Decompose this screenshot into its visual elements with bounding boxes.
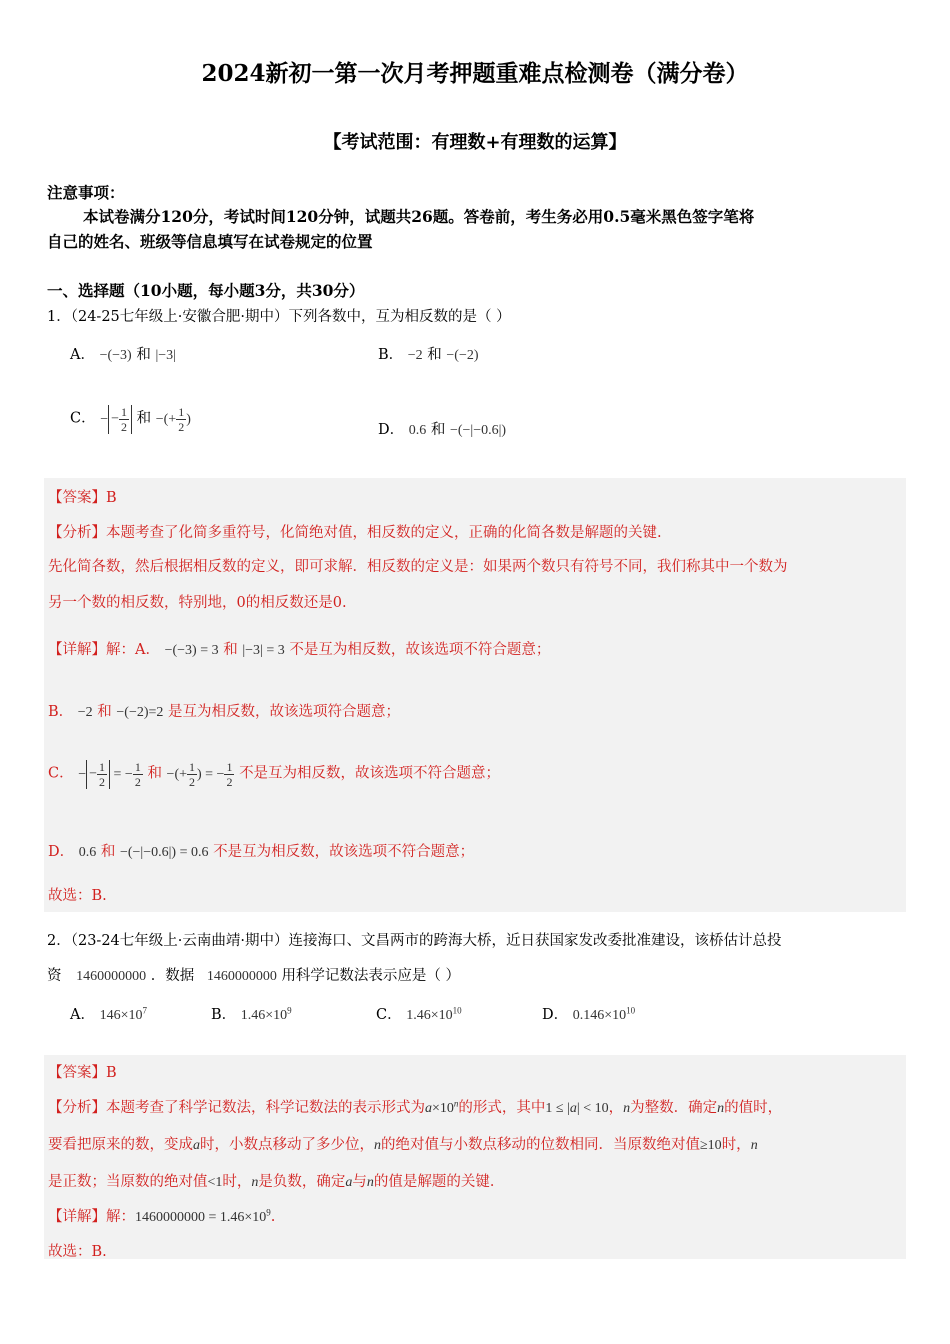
q2-option-c-value: $1.46\times 10^{10}$ <box>406 1005 462 1023</box>
q1-option-b-expr2: −(−2) <box>446 348 479 363</box>
q2-number-1: 1460000000 <box>76 969 147 984</box>
q1-analysis-2: 先化简各数，然后根据相反数的定义，即可求解．相反数的定义是：如果两个数只有符号不同，我们称其中一个数为 <box>48 559 788 575</box>
q2-analysis-1 <box>48 1096 782 1117</box>
q1-option-b-and: 和 <box>427 347 442 363</box>
q2-analysis-3c: 是负数，确定 <box>258 1174 346 1190</box>
q2-analysis-3b: 时， <box>222 1174 252 1190</box>
q1-option-d-expr1: 0.6 <box>408 423 427 438</box>
q2-option-d-label: D． <box>542 1007 569 1023</box>
q1-detail-c-expr2: −(+ $\frac{1}{2}$ ) = − $\frac{1}{2}$ <box>166 760 233 789</box>
q2-option-d[interactable] <box>542 1003 635 1024</box>
section-heading: 一、选择题（10小题，每小题3分，共30分） <box>47 281 365 300</box>
q2-solution-panel <box>44 1055 906 1259</box>
q1-option-d-expr2: −(−|−0.6|) <box>449 423 507 438</box>
q1-conclusion: 故选：B. <box>48 888 107 904</box>
q1-option-d[interactable] <box>378 418 506 439</box>
q2-analysis-2d: 时， <box>721 1137 751 1153</box>
q2-option-a-value: $146\times 10^7$ <box>99 1005 147 1023</box>
q1-detail-d-expr2: −(−|−0.6|) = 0.6 <box>119 845 209 860</box>
q1-detail-b-tail: 是互为相反数，故该选项符合题意； <box>168 704 401 720</box>
q1-option-a-and: 和 <box>136 347 151 363</box>
q1-option-c-expr2: −(+ $\frac{1}{2}$ ) <box>155 405 191 434</box>
q2-n-6: n <box>366 1175 374 1190</box>
q1-detail-d-expr1: 0.6 <box>78 845 97 860</box>
q2-n-3: n <box>374 1138 381 1153</box>
q1-detail-b-and: 和 <box>97 704 112 720</box>
notice-line-1: 本试卷满分120分，考试时间120分钟，试题共26题。答卷前，考生务必用0.5毫米黑色签字笔将 <box>83 207 755 226</box>
q1-analysis-3: 另一个数的相反数，特别地，0的相反数还是0. <box>48 595 347 611</box>
q1-option-c-label: C． <box>70 410 96 427</box>
q2-conclusion: 故选：B. <box>48 1244 107 1260</box>
q2-analysis-2c: 的绝对值与小数点移动的位数相同．当原数绝对值 <box>381 1137 700 1153</box>
q2-n-4: n <box>750 1138 758 1153</box>
q1-option-c[interactable] <box>70 405 191 434</box>
q2-analysis-1b: 的形式，其中 <box>458 1100 546 1116</box>
q2-number-2: 1460000000 <box>206 969 277 984</box>
q1-detail-b-expr2: −(−2)=2 <box>116 705 164 720</box>
q2-n-5: n <box>251 1175 259 1190</box>
q1-option-d-label: D． <box>378 422 405 438</box>
q2-stem-line-1: 2．（23-24七年级上·云南曲靖·期中）连接海口、文昌两市的跨海大桥，近日获国家发改委批准建设，该桥估计总投 <box>47 933 782 949</box>
q1-option-a-label: A． <box>70 347 95 363</box>
q1-detail-b-label: B． <box>48 704 74 720</box>
q1-option-c-and: 和 <box>136 410 152 427</box>
q1-solution-panel <box>44 478 906 912</box>
q1-detail-d-and: 和 <box>100 844 116 860</box>
q1-detail-c-label: C． <box>48 765 74 782</box>
q2-stem-question: 用科学记数法表示应是（ ） <box>281 968 461 984</box>
q2-analysis-3d: 与 <box>352 1174 367 1190</box>
q1-option-b-label: B． <box>378 347 404 363</box>
q1-detail-b-expr1: −2 <box>77 705 93 720</box>
exam-scope: 【考试范围：有理数+有理数的运算】 <box>323 132 627 153</box>
q2-option-b-label: B． <box>211 1007 237 1023</box>
q1-detail-a <box>48 638 550 659</box>
q1-answer: 【答案】B <box>48 490 117 506</box>
q1-detail-b <box>48 700 400 721</box>
q2-analysis-2 <box>48 1133 758 1154</box>
q2-range: 1 ≤ |a| < 10 <box>545 1101 609 1116</box>
q2-analysis-1c: ， <box>608 1100 624 1116</box>
q1-detail-a-and: 和 <box>223 642 238 658</box>
q1-option-a[interactable] <box>70 343 176 364</box>
q2-stem-invest: 资 <box>47 968 62 984</box>
q1-detail-d <box>48 840 474 861</box>
q2-analysis-3a: 是正数；当原数的绝对值 <box>48 1174 208 1190</box>
q2-n-2: n <box>717 1101 725 1116</box>
q1-detail-a-expr1: −(−3) = 3 <box>164 643 219 658</box>
q1-detail-c-tail: 不是互为相反数，故该选项不符合题意； <box>239 765 501 782</box>
q1-option-c-expr1: − − $\frac{1}{2}$ <box>100 412 132 427</box>
q2-option-a[interactable] <box>70 1003 147 1024</box>
q1-option-b-expr1: −2 <box>407 348 423 363</box>
q2-option-a-label: A． <box>70 1007 95 1023</box>
q2-answer: 【答案】B <box>48 1065 117 1081</box>
q2-analysis-3 <box>48 1170 504 1191</box>
q2-detail: 【详解】解：$1460000000 = 1.46\times 10^9$. <box>48 1207 276 1225</box>
q2-option-d-value: $0.146\times 10^{10}$ <box>572 1005 636 1023</box>
notice-heading: 注意事项： <box>47 183 125 202</box>
q2-analysis-3e: 的值是解题的关键． <box>373 1174 505 1190</box>
q1-detail-d-tail: 不是互为相反数，故该选项不符合题意； <box>213 844 475 860</box>
q1-detail-a-tail: 不是互为相反数，故该选项不符合题意； <box>289 642 551 658</box>
q2-analysis-1a: 【分析】本题考查了科学记数法，科学记数法的表示形式为 <box>48 1100 425 1116</box>
q2-option-c-label: C． <box>376 1007 402 1023</box>
q1-option-b[interactable] <box>378 343 479 364</box>
q2-option-b[interactable] <box>211 1003 292 1024</box>
q2-detail-prefix: 【详解】解： <box>48 1209 135 1225</box>
q2-a-2: a <box>345 1175 353 1190</box>
q1-stem: 1．（24-25七年级上·安徽合肥·期中）下列各数中，互为相反数的是（ ） <box>47 309 511 325</box>
q1-detail-c <box>48 760 500 789</box>
q2-option-c[interactable] <box>376 1003 462 1024</box>
q2-option-b-value: $1.46\times 10^9$ <box>240 1005 292 1023</box>
page-title: 2024新初一第一次月考押题重难点检测卷（满分卷） <box>201 60 749 87</box>
q1-analysis-1: 【分析】本题考查了化简多重符号，化简绝对值，相反数的定义，正确的化简各数是解题的关键. <box>48 525 662 541</box>
q1-detail-prefix: 【详解】解：A． <box>48 642 160 658</box>
q2-detail-expr: $1460000000 = 1.46\times 10^9$ <box>135 1207 271 1225</box>
q2-analysis-1d: 为整数．确定 <box>630 1100 718 1116</box>
q1-detail-d-label: D． <box>48 844 75 860</box>
q2-analysis-2b: 时，小数点移动了多少位， <box>200 1137 374 1153</box>
q2-sci-form: $a\times 10^n$ <box>425 1098 459 1116</box>
q2-ge10: ≥10 <box>700 1138 722 1153</box>
q2-lt1: <1 <box>207 1175 223 1190</box>
q1-option-d-and: 和 <box>430 422 446 438</box>
q1-option-a-expr1: −(−3) <box>99 348 132 363</box>
q1-detail-c-and: 和 <box>147 765 162 782</box>
q1-detail-c-expr1: − − $\frac{1}{2}$ = − $\frac{1}{2}$ <box>78 760 141 789</box>
q1-option-a-expr2: |−3| <box>155 348 176 363</box>
q2-n-1: n <box>623 1101 631 1116</box>
q2-stem-data: ．数据 <box>150 968 195 984</box>
q1-detail-a-expr2: |−3| = 3 <box>242 643 285 658</box>
q2-analysis-2a: 要看把原来的数，变成 <box>48 1137 193 1153</box>
notice-line-2: 自己的姓名、班级等信息填写在试卷规定的位置 <box>47 232 373 251</box>
q2-a-1: a <box>193 1138 200 1153</box>
q2-analysis-1e: 的值时， <box>724 1100 783 1116</box>
q2-stem-line-2 <box>47 964 460 985</box>
